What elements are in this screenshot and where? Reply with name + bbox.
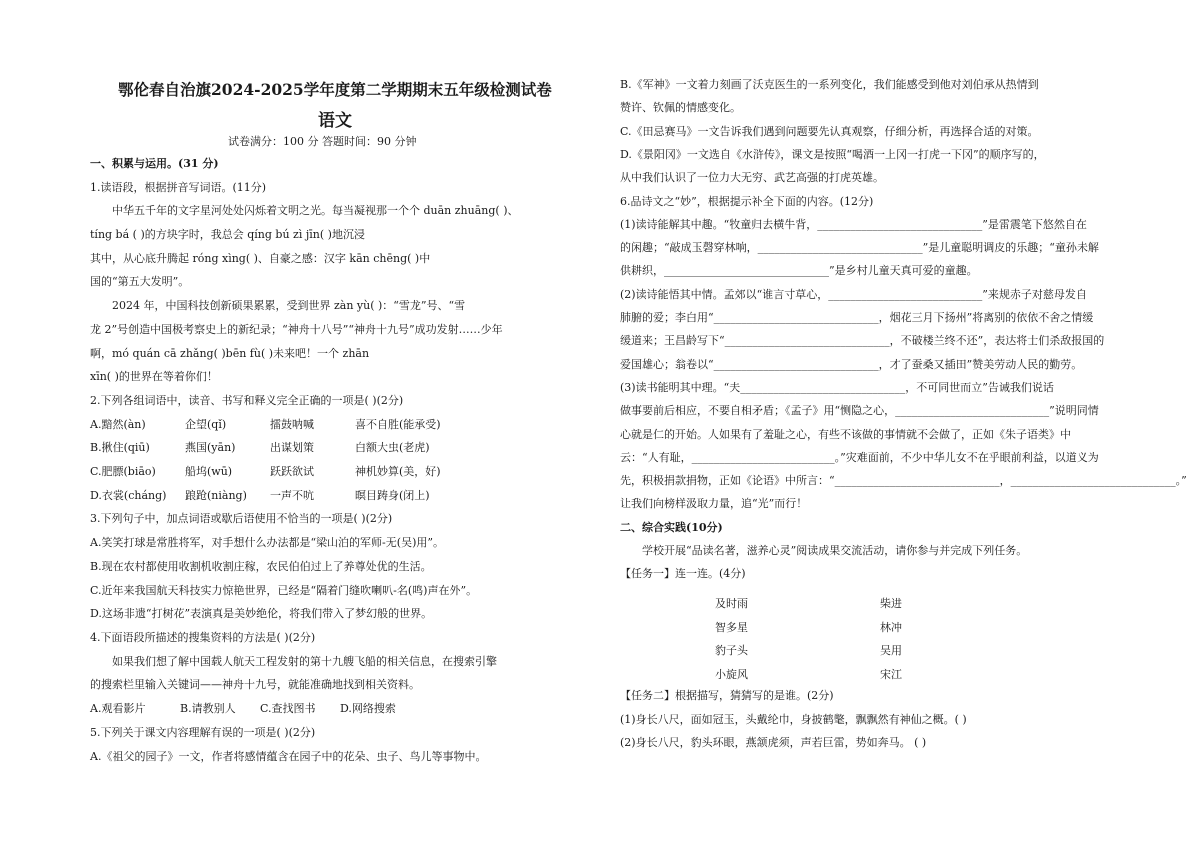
text-line: C.近年来我国航天科技实力惊艳世界，已经是“隔着门缝吹喇叭-名(鸣)声在外”。 <box>90 584 478 597</box>
text-line: tíng bá ( )的方块字时，我总会 qíng bú zì jīn( )地沉浸 <box>90 228 365 241</box>
option-cell: 踉跄(niàng) <box>185 489 247 502</box>
text-line: 2.下列各组词语中，读音、书写和释义完全正确的一项是( )(2分) <box>90 394 404 407</box>
text-line: 供耕织，______________________________”是乡村儿童天真可爱的童趣。 <box>620 264 978 277</box>
text-line: A.笑笑打球是常胜将军，对手想什么办法都是“梁山泊的军师-无(吴)用”。 <box>90 536 444 549</box>
option-cell: 暝目踌身(闭上) <box>355 489 430 502</box>
text-line: (2)读诗能悟其中情。孟郊以“谁言寸草心，____________________________”来规赤子对慈母发自 <box>620 288 1087 301</box>
text-line: 啊，mó quán cā zhǎng( )bēn fù( )未来吧！一个 zhān <box>90 347 370 360</box>
text-line: C.《田忌赛马》一文告诉我们遇到问题要先认真观察，仔细分析，再选择合适的对策。 <box>620 125 1039 138</box>
exam-title: 鄂伦春自治旗2024-2025学年度第二学期期末五年级检测试卷 <box>118 80 552 99</box>
text-line: D.《景阳冈》一文选自《水浒传》，课文是按照“喝酒一上冈一打虎一下冈”的顺序写的， <box>620 148 1045 161</box>
option-cell: 企望(qǐ) <box>185 418 227 431</box>
text-line: D.这场非遗“打树花”表演真是美妙绝伦，将我们带入了梦幻般的世界。 <box>90 607 433 620</box>
option-row <box>90 441 495 455</box>
option-cell: B.请教别人 <box>180 702 236 715</box>
text-line: 【任务一】连一连。(4分) <box>620 567 746 580</box>
option-cell: 一声不吭 <box>270 489 314 502</box>
option-cell: B.揪住(qiū) <box>90 441 150 454</box>
option-cell: A.黯然(àn) <box>90 418 146 431</box>
match-left-item[interactable]: 小旋风 <box>715 667 748 681</box>
text-line: 爱国雄心；翁卷以“______________________________，才了蚕桑又插田”赞美劳动人民的勤劳。 <box>620 358 1083 371</box>
text-line: 6.品诗文之“妙”，根据提示补全下面的内容。(12分) <box>620 195 874 208</box>
text-line: 的搜索栏里输入关键词——神舟十九号，就能准确地找到相关资料。 <box>90 678 420 691</box>
text-line: 的闲趣；“敲成玉磬穿林响，______________________________”是儿童聪明调皮的乐趣；“童孙未解 <box>620 241 1099 254</box>
option-cell: D.网络搜索 <box>340 702 396 715</box>
text-line: 4.下面语段所描述的搜集资料的方法是( )(2分) <box>90 631 316 644</box>
text-line: 让我们向榜样汲取力量，追“光”而行！ <box>620 497 808 510</box>
text-line: 国的“第五大发明”。 <box>90 275 190 288</box>
option-cell: 神机妙算(美，好) <box>355 465 441 478</box>
text-line: 5.下列关于课文内容理解有误的一项是( )(2分) <box>90 726 316 739</box>
text-line: 2024 年，中国科技创新硕果累累，受到世界 zàn yù( )：“雪龙”号、“雪 <box>112 299 466 312</box>
section-heading: 二、综合实践(10分) <box>620 521 723 534</box>
text-line: 先，积极捐款捐物，正如《论语》中所言：“______________________________，______________________________。” <box>620 474 1187 487</box>
text-line: B.《军神》一文着力刻画了沃克医生的一系列变化，我们能感受到他对刘伯承从热情到 <box>620 78 1039 91</box>
match-left-item[interactable]: 智多星 <box>715 620 748 634</box>
option-cell: 船坞(wū) <box>185 465 233 478</box>
option-cell: C.查找图书 <box>260 702 316 715</box>
option-cell: D.衣裳(cháng) <box>90 489 167 502</box>
match-right-item[interactable]: 吴用 <box>880 644 902 657</box>
text-line: (2)身长八尺，豹头环眼，燕颔虎须，声若巨雷，势如奔马。 ( ) <box>620 736 927 749</box>
option-row <box>90 702 430 716</box>
text-line: 中华五千年的文字星河处处闪烁着文明之光。每当凝视那一个个 duān zhuāng( )、 <box>112 204 519 217</box>
match-left-item[interactable]: 及时雨 <box>715 597 748 610</box>
text-line: 从中我们认识了一位力大无穷、武艺高强的打虎英雄。 <box>620 171 884 184</box>
text-line: (1)读诗能解其中趣。“牧童归去横牛背，______________________________”是雷震笔下悠然自在 <box>620 218 1087 231</box>
text-line: (3)读书能明其中理。“夫______________________________，不可同世而立”告诫我们说话 <box>620 381 1054 394</box>
text-line: xīn( )的世界在等着你们！ <box>90 370 218 383</box>
text-line: 其中，从心底升腾起 róng xìng( )、自豪之感：汉字 kān chēng( )中 <box>90 252 431 265</box>
option-cell: C.肥膘(biāo) <box>90 465 156 478</box>
text-line: 做事要前后相应，不要自相矛盾；《孟子》用“恻隐之心，____________________________”说明同情 <box>620 404 1099 417</box>
option-cell: A.观看影片 <box>90 702 146 715</box>
text-line: 龙 2”号创造中国极考察史上的新纪录；“神舟十八号”“神舟十九号”成功发射……少年 <box>90 323 503 336</box>
text-line: 心就是仁的开始。人如果有了羞耻之心，有些不该做的事情就不会做了，正如《朱子语类》中 <box>620 428 1071 441</box>
option-cell: 白额大虫(老虎) <box>355 441 430 454</box>
text-line: 赞许、钦佩的情感变化。 <box>620 101 741 114</box>
option-cell: 跃跃欲试 <box>270 465 314 478</box>
match-right-item[interactable]: 柴进 <box>880 597 902 610</box>
option-row <box>90 465 495 479</box>
text-line: 云：“人有耻，__________________________。”灾难面前，不少中华儿女不在乎眼前利益，以道义为 <box>620 451 1099 464</box>
option-cell: 出谋划策 <box>270 441 314 454</box>
text-line: (1)身长八尺，面如冠玉，头戴纶巾，身披鹤氅，飘飘然有神仙之概。( ) <box>620 713 967 726</box>
match-left-item[interactable]: 豹子头 <box>715 644 748 657</box>
option-cell: 擂鼓呐喊 <box>270 418 314 431</box>
text-line: B.现在农村都使用收割机收割庄稼，农民伯伯过上了养尊处优的生活。 <box>90 560 432 573</box>
match-right-item[interactable]: 宋江 <box>880 667 902 681</box>
text-line: 如果我们想了解中国载人航天工程发射的第十九艘飞船的相关信息，在搜索引擎 <box>112 655 497 668</box>
text-line: 3.下列句子中，加点词语或歇后语使用不恰当的一项是( )(2分) <box>90 512 393 525</box>
match-right-item[interactable]: 林冲 <box>880 620 902 634</box>
option-row <box>90 418 495 432</box>
exam-meta: 试卷满分：100 分 答题时间：90 分钟 <box>228 135 417 148</box>
option-row <box>90 489 495 503</box>
subject-title: 语文 <box>318 111 352 131</box>
option-cell: 喜不自胜(能承受) <box>355 418 441 431</box>
text-line: 【任务二】根据描写，猜猜写的是谁。(2分) <box>620 689 834 702</box>
text-line: 肺腑的爱；李白用“______________________________，烟花三月下扬州”将离别的依依不舍之情缓 <box>620 311 1094 324</box>
text-line: 学校开展“品读名著，滋养心灵”阅读成果交流活动，请你参与并完成下列任务。 <box>642 544 1028 557</box>
section-heading: 一、积累与运用。(31 分) <box>90 157 219 170</box>
option-cell: 燕国(yān) <box>185 441 236 454</box>
text-line: 1.读语段，根据拼音写词语。(11分) <box>90 181 267 194</box>
text-line: 缓道来；王昌龄写下“______________________________，不破楼兰终不还”，表达将士们杀敌报国的 <box>620 334 1105 347</box>
text-line: A.《祖父的园子》一文，作者将感情蕴含在园子中的花朵、虫子、鸟儿等事物中。 <box>90 750 487 763</box>
